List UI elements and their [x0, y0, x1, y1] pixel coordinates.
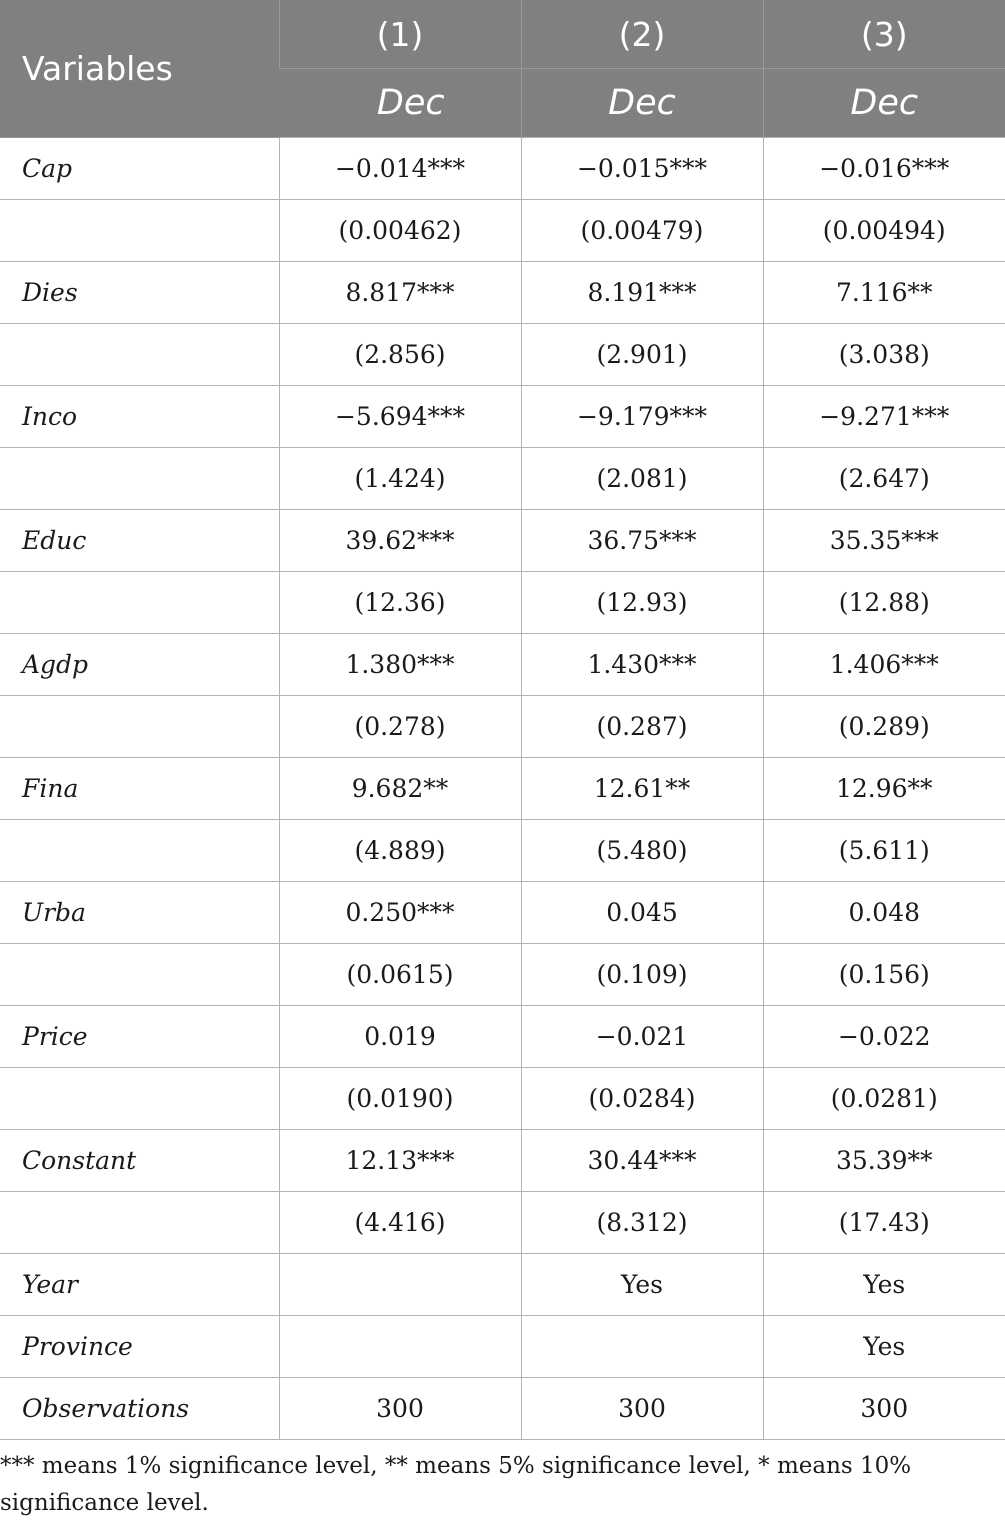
cell-col-2: 1.430*** [521, 634, 763, 696]
table-row [0, 510, 1005, 572]
row-label [0, 820, 279, 882]
cell-col-2: Yes [521, 1254, 763, 1316]
cell-col-3: (17.43) [763, 1192, 1005, 1254]
cell-col-2: (5.480) [521, 820, 763, 882]
cell-col-2: (12.93) [521, 572, 763, 634]
cell-col-1: (1.424) [279, 448, 521, 510]
cell-col-1: 300 [279, 1378, 521, 1440]
row-label: Year [0, 1254, 279, 1316]
cell-col-1: (4.416) [279, 1192, 521, 1254]
table-row [0, 324, 1005, 386]
row-label [0, 1192, 279, 1254]
cell-col-2: 12.61** [521, 758, 763, 820]
cell-col-2: (2.081) [521, 448, 763, 510]
cell-col-1: (0.0190) [279, 1068, 521, 1130]
cell-col-3: 1.406*** [763, 634, 1005, 696]
row-label [0, 448, 279, 510]
table-row [0, 820, 1005, 882]
row-label [0, 324, 279, 386]
cell-col-1: (12.36) [279, 572, 521, 634]
cell-col-2: (0.109) [521, 944, 763, 1006]
cell-col-3: (0.00494) [763, 200, 1005, 262]
cell-col-2: (0.00479) [521, 200, 763, 262]
cell-col-2: −0.021 [521, 1006, 763, 1068]
footnote: *** means 1% significance level, ** means 5% significance level, * means 10% significance level. [0, 1453, 912, 1516]
cell-col-1: (0.0615) [279, 944, 521, 1006]
column-number-2: (2) [521, 0, 763, 69]
cell-col-3: 0.048 [763, 882, 1005, 944]
row-label: Province [0, 1316, 279, 1378]
cell-col-1: 0.250*** [279, 882, 521, 944]
row-label: Constant [0, 1130, 279, 1192]
cell-col-2: −0.015*** [521, 138, 763, 200]
cell-col-3: −0.016*** [763, 138, 1005, 200]
row-label [0, 200, 279, 262]
row-label [0, 696, 279, 758]
cell-col-2: 8.191*** [521, 262, 763, 324]
table-row [0, 634, 1005, 696]
cell-col-3: (3.038) [763, 324, 1005, 386]
row-label: Dies [0, 262, 279, 324]
cell-col-2: (8.312) [521, 1192, 763, 1254]
table-row [0, 944, 1005, 1006]
row-label [0, 1068, 279, 1130]
dependent-variable-3: Dec [763, 69, 1005, 138]
table-row [0, 138, 1005, 200]
table-row [0, 200, 1005, 262]
cell-col-3: (12.88) [763, 572, 1005, 634]
table-row [0, 386, 1005, 448]
row-label: Educ [0, 510, 279, 572]
table-row [0, 448, 1005, 510]
row-label [0, 944, 279, 1006]
cell-col-2: (0.287) [521, 696, 763, 758]
cell-col-2: 0.045 [521, 882, 763, 944]
table-row [0, 572, 1005, 634]
cell-col-2: 30.44*** [521, 1130, 763, 1192]
cell-col-3: 12.96** [763, 758, 1005, 820]
cell-col-3: (2.647) [763, 448, 1005, 510]
cell-col-1: 12.13*** [279, 1130, 521, 1192]
cell-col-1: 1.380*** [279, 634, 521, 696]
cell-col-2: 36.75*** [521, 510, 763, 572]
column-number-1: (1) [279, 0, 521, 69]
cell-col-3: (0.0281) [763, 1068, 1005, 1130]
cell-col-1: 9.682** [279, 758, 521, 820]
table-row [0, 1316, 1005, 1378]
cell-col-1: (0.00462) [279, 200, 521, 262]
table-row [0, 1192, 1005, 1254]
table-row [0, 1068, 1005, 1130]
row-label: Agdp [0, 634, 279, 696]
cell-col-3: 35.39** [763, 1130, 1005, 1192]
row-label: Observations [0, 1378, 279, 1440]
table-row [0, 1254, 1005, 1316]
dependent-variable-2: Dec [521, 69, 763, 138]
dependent-variable-1: Dec [279, 69, 521, 138]
table-row [0, 1130, 1005, 1192]
cell-col-2 [521, 1316, 763, 1378]
cell-col-1: 0.019 [279, 1006, 521, 1068]
cell-col-1: 39.62*** [279, 510, 521, 572]
cell-col-3: Yes [763, 1254, 1005, 1316]
variables-header: Variables [0, 0, 279, 138]
cell-col-1: (2.856) [279, 324, 521, 386]
row-label: Price [0, 1006, 279, 1068]
cell-col-1: −0.014*** [279, 138, 521, 200]
cell-col-2: (2.901) [521, 324, 763, 386]
table-body [0, 138, 1005, 1440]
column-number-3: (3) [763, 0, 1005, 69]
row-label [0, 572, 279, 634]
cell-col-3: −9.271*** [763, 386, 1005, 448]
row-label: Fina [0, 758, 279, 820]
cell-col-3: (5.611) [763, 820, 1005, 882]
cell-col-3: −0.022 [763, 1006, 1005, 1068]
table-row [0, 882, 1005, 944]
cell-col-3: 7.116** [763, 262, 1005, 324]
cell-col-2: (0.0284) [521, 1068, 763, 1130]
table-row [0, 758, 1005, 820]
table-header [0, 0, 1005, 138]
row-label: Inco [0, 386, 279, 448]
cell-col-2: −9.179*** [521, 386, 763, 448]
cell-col-1: −5.694*** [279, 386, 521, 448]
cell-col-3: (0.156) [763, 944, 1005, 1006]
table-row [0, 262, 1005, 324]
cell-col-1: (4.889) [279, 820, 521, 882]
cell-col-3: (0.289) [763, 696, 1005, 758]
row-label: Urba [0, 882, 279, 944]
cell-col-3: 300 [763, 1378, 1005, 1440]
table-row [0, 696, 1005, 758]
cell-col-3: Yes [763, 1316, 1005, 1378]
table-row [0, 1006, 1005, 1068]
cell-col-3: 35.35*** [763, 510, 1005, 572]
cell-col-2: 300 [521, 1378, 763, 1440]
row-label: Cap [0, 138, 279, 200]
table-row [0, 1378, 1005, 1440]
cell-col-1: 8.817*** [279, 262, 521, 324]
cell-col-1: (0.278) [279, 696, 521, 758]
cell-col-1 [279, 1254, 521, 1316]
cell-col-1 [279, 1316, 521, 1378]
